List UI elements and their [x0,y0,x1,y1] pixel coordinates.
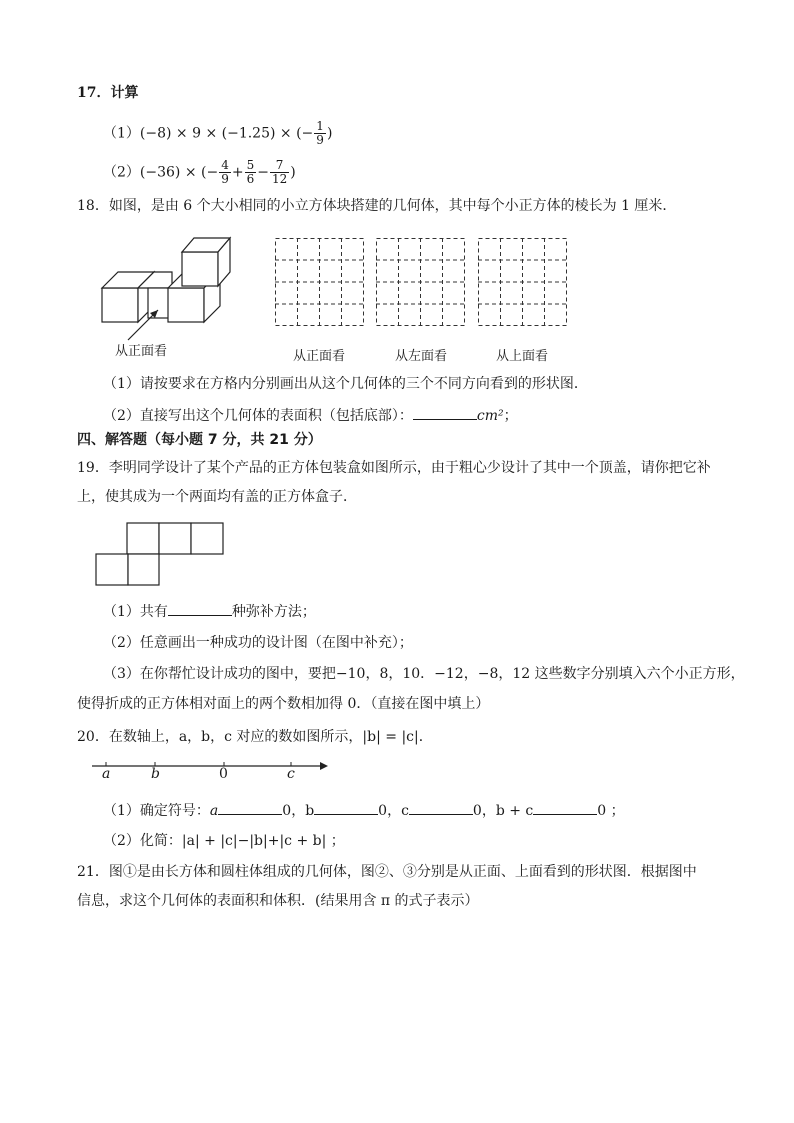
cube-figure [100,232,240,342]
grid-caption-left: 从左面看 [395,349,448,364]
cube-left-front [102,288,138,322]
net-square[interactable] [159,523,191,554]
axis-label-b: b [151,766,160,782]
answer-blank-c[interactable] [409,800,473,815]
q19-line1-text: 19．李明同学设计了某个产品的正方体包装盒如图所示，由于粗心少设计了其中一个顶盖，请你把它补 [77,460,711,476]
var-a: a [209,803,219,819]
q19-part1-suffix: 种弥补方法； [231,604,316,620]
q18-title: 18．如图，是由 6 个大小相同的小立方体块搭建的几何体，其中每个小正方体的棱长为 1 厘米． [77,198,677,214]
cube-right-front [168,288,204,322]
fraction-denominator: 12 [271,172,288,186]
answer-blank-b[interactable] [314,800,378,815]
sign-text-b: 0，b [282,803,315,819]
axis-label-zero: 0 [219,766,228,782]
q19-line1 [77,458,711,478]
cube-top-left-front [182,252,218,286]
q20-part1-text: （1）确定符号： [103,803,210,819]
q17-part2 [103,159,296,186]
q19-part3-line1: （3）在你帮忙设计成功的图中，要把−10，8，10．−12，−8，12 这些数字分别填入六个小正方形， [103,666,745,682]
q17-part1-text: （1）(−8) × 9 × (−1.25) × (− [103,125,314,142]
answer-blank-bc[interactable] [533,800,597,815]
sign-text-bc: 0，b + c [472,803,534,819]
q18-part2 [103,405,518,426]
plus-sign: + [231,164,244,181]
answer-blank-a[interactable] [218,800,282,815]
q17-part2-fraction-1 [219,159,231,186]
net-square[interactable] [127,523,159,554]
grid-caption-front: 从正面看 [293,349,346,364]
sign-text-c: 0，c [378,803,409,819]
unit-label: cm² [476,408,504,424]
q18-part2-end: ； [503,408,518,424]
grid-caption-top: 从上面看 [496,349,549,364]
fraction-numerator: 1 [316,119,324,133]
net-square[interactable] [96,554,128,585]
answer-blank[interactable] [413,405,477,420]
q17-part2-fraction-3 [270,159,289,186]
q19-part1 [103,601,316,622]
sign-text-end: 0 ； [597,803,625,819]
net-square[interactable] [191,523,223,554]
grid-top[interactable] [478,238,568,326]
net-square[interactable] [128,554,159,585]
fraction-denominator: 6 [246,172,255,186]
q19-part1-text: （1）共有 [103,604,168,620]
grid-left[interactable] [376,238,466,326]
q17-part2-text: （2）(−36) × (− [103,164,219,181]
q21-line1: 21．图①是由长方体和圆柱体组成的几何体，图②、③分别是从正面、上面看到的形状图．根据图中 [77,864,697,880]
q17-part2-close: ) [290,164,296,181]
q19-part3-line2: 使得折成的正方体相对面上的两个数相加得 0．（直接在图中填上） [77,696,490,712]
fraction-numerator: 5 [246,158,255,172]
axis-arrow-icon [320,762,328,770]
q17-part2-fraction-2 [245,159,257,186]
section-title: 四、解答题（每小题 7 分，共 21 分） [77,432,322,448]
q18-part1: （1）请按要求在方格内分别画出从这个几何体的三个不同方向看到的形状图． [103,376,588,392]
q20-part1 [103,800,625,821]
grid-front[interactable] [275,238,365,326]
q20-title: 20．在数轴上，a，b，c 对应的数如图所示，|b| = |c|． [77,729,433,745]
q21-line2: 信息，求这个几何体的表面积和体积．(结果用含 π 的式子表示） [77,893,479,909]
fraction-denominator: 9 [316,133,324,147]
q17-part1-close: ) [326,125,333,142]
q17-part1 [103,120,332,147]
q20-part2: （2）化简：|a| + |c|−|b|+|c + b| ； [103,833,345,849]
axis-label-a: a [102,766,111,782]
q19-line2: 上，使其成为一个两面均有盖的正方体盒子． [77,489,357,505]
fraction-denominator: 9 [221,172,229,186]
fraction-numerator: 7 [270,159,289,173]
axis-label-c: c [287,766,295,782]
fraction-numerator: 4 [221,158,229,172]
minus-sign: − [257,164,269,181]
arrow-caption: 从正面看 [115,344,168,359]
q17-title: 17．计算 [77,85,139,101]
q18-part2-text: （2）直接写出这个几何体的表面积（包括底部）： [103,408,413,424]
q17-part1-fraction [314,120,326,147]
q19-part2: （2）任意画出一种成功的设计图（在图中补充）； [103,635,413,651]
answer-blank[interactable] [168,601,232,616]
box-net-figure[interactable] [95,522,225,586]
